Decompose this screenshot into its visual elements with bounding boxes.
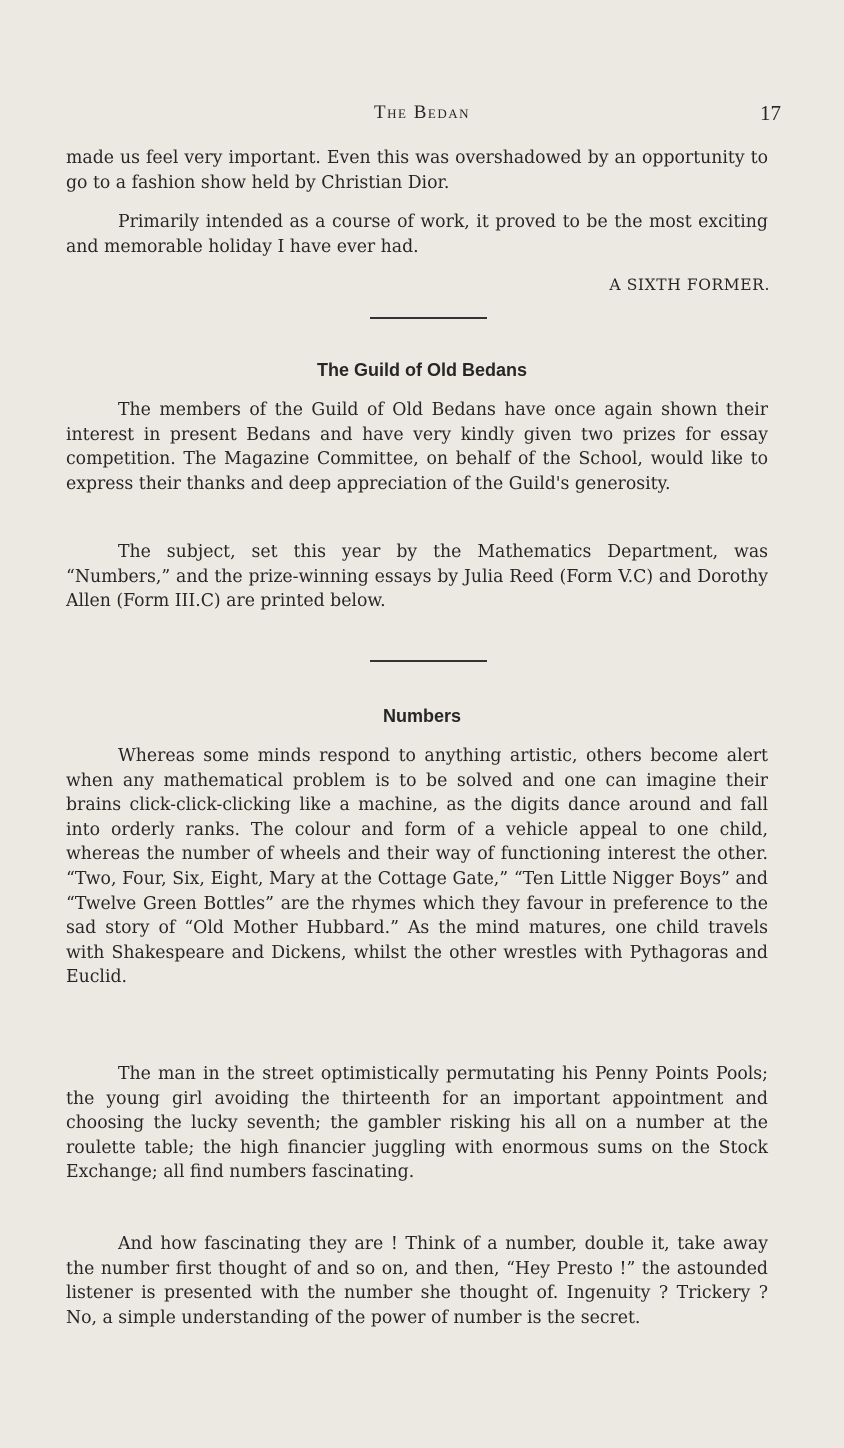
numbers-paragraph-minds: Whereas some minds respond to anything artistic, others become alert when any mathematical problem is to be solved and one can imagine their brains click-click-clicking like a machine, as the digits dance around and fall into orderly ranks. The colour and form of a vehicle appeal to one child, whereas the number of wheels and their way of functioning interest the other. “Two, Four, Six, Eight, Mary at the Cottage Gate,” “Ten Little Nigger Boys” and “Twelve Green Bottles” are the rhymes which they favour in preference to the sad story of “Old Mother Hubbard.” As the mind matures, one child travels with Shakespeare and Dickens, whilst the other wrestles with Pythagoras and Euclid. [66, 746, 768, 988]
numbers-paragraph-fascinating: And how fascinating they are ! Think of a number, double it, take away the number first thought of and so on, and then, “Hey Presto !” the astounded listener is presented with the number she thought of. Ingenuity ? Trickery ? No, a simple understanding of the power of number is the secret. [66, 1234, 768, 1328]
numbers-paragraph-street: The man in the street optimistically permutating his Penny Points Pools; the young girl avoiding the thirteenth for an important appointment and choosing the lucky seventh; the gambler risking his all on a number at the roulette table; the high financier juggling with enormous sums on the Stock Exchange; all find numbers fascinating. [66, 1064, 768, 1183]
numbers-heading: Numbers [382, 706, 462, 726]
running-header [0, 100, 844, 130]
guild-paragraph-prizes: The members of the Guild of Old Bedans have once again shown their interest in present Bedans and have very kindly given two prizes for essay competition. The Magazine Committee, on behalf of the School, would like to express their thanks and deep appreciation of the Guild's generosity. [66, 400, 768, 494]
section-divider [370, 660, 487, 662]
section-divider [370, 317, 487, 319]
running-title: The Bedan [374, 102, 470, 123]
intro-paragraph-continued: made us feel very important. Even this was overshadowed by an opportunity to go to a fashion show held by Christian Dior. [66, 148, 768, 193]
intro-paragraph-holiday: Primarily intended as a course of work, it proved to be the most exciting and memorable holiday I have ever had. [66, 212, 768, 257]
page-number: 17 [760, 101, 781, 125]
guild-heading: The Guild of Old Bedans [316, 360, 527, 380]
guild-paragraph-subject: The subject, set this year by the Mathematics Department, was “Numbers,” and the prize-winning essays by Julia Reed (Form V.C) and Dorothy Allen (Form III.C) are printed below. [66, 542, 768, 612]
author-signature: A SIXTH FORMER. [609, 276, 770, 294]
